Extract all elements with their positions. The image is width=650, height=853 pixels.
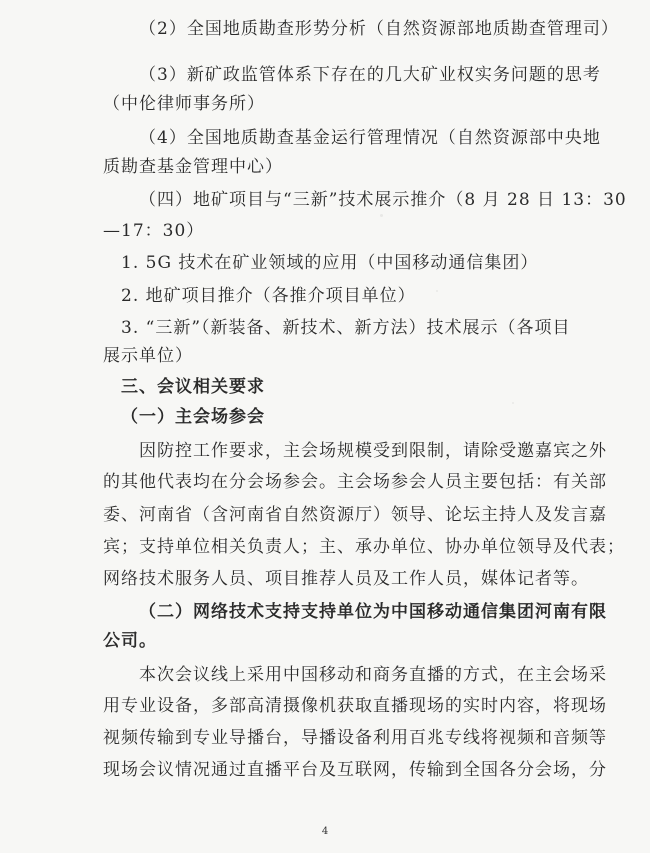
- scan-speck: [436, 290, 438, 292]
- agenda-item-4: （4）全国地质勘查基金运行管理情况（自然资源部中央地: [139, 128, 601, 148]
- agenda-item-2: （2）全国地质勘查形势分析（自然资源部地质勘查管理司）: [139, 19, 619, 39]
- paragraph-line: 网络技术服务人员、项目推荐人员及工作人员，媒体记者等。: [103, 569, 589, 589]
- section-4-heading-continued: —17：30）: [103, 221, 205, 241]
- paragraph-line: 用专业设备，多部高清摄像机获取直播现场的实时内容，将现场: [103, 696, 607, 716]
- paragraph-line: 宾；支持单位相关负责人；主、承办单位、协办单位领导及代表；: [103, 537, 625, 557]
- paragraph-line: 的其他代表均在分会场参会。主会场参会人员主要包括：有关部: [103, 472, 607, 492]
- agenda-item-3-continued: （中伦律师事务所）: [103, 94, 265, 114]
- list-item-3-continued: 展示单位）: [103, 346, 193, 366]
- agenda-item-3: （3）新矿政监管体系下存在的几大矿业权实务问题的思考: [139, 65, 601, 85]
- page-number: 4: [321, 826, 329, 837]
- section-3-heading: 三、会议相关要求: [121, 377, 265, 397]
- subsection-2-heading: （二）网络技术支持支持单位为中国移动通信集团河南有限: [139, 602, 607, 622]
- paragraph-line: 现场会议情况通过直播平台及互联网，传输到全国各分会场，分: [103, 760, 607, 780]
- paragraph-line: 委、河南省（含河南省自然资源厅）领导、论坛主持人及发言嘉: [103, 505, 607, 525]
- subsection-2-heading-continued: 公司。: [103, 631, 157, 651]
- agenda-item-4-continued: 质勘查基金管理中心）: [103, 157, 283, 177]
- paragraph-line: 因防控工作要求，主会场规模受到限制，请除受邀嘉宾之外: [139, 441, 607, 461]
- paragraph-line: 视频传输到专业导播台，导播设备利用百兆专线将视频和音频等: [103, 728, 607, 748]
- list-item-2: 2. 地矿项目推介（各推介项目单位）: [121, 286, 416, 306]
- list-item-1: 1. 5G 技术在矿业领域的应用（中国移动通信集团）: [121, 253, 539, 273]
- paragraph-line: 本次会议线上采用中国移动和商务直播的方式，在主会场采: [139, 665, 607, 685]
- list-item-3: 3. “三新”（新装备、新技术、新方法）技术展示（各项目: [121, 318, 571, 338]
- subsection-1-heading: （一）主会场参会: [121, 407, 265, 427]
- section-4-heading: （四）地矿项目与“三新”技术展示推介（8 月 28 日 13：30: [139, 190, 627, 210]
- scan-speck: [380, 214, 383, 217]
- scan-speck: [512, 402, 514, 404]
